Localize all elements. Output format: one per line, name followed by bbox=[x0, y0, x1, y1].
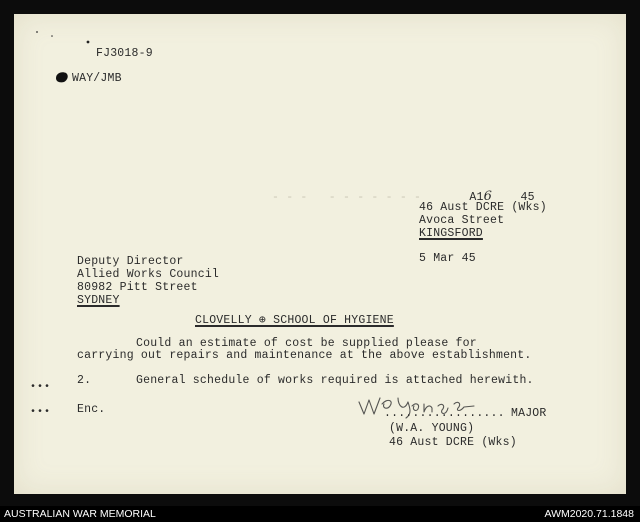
margin-bullet-1: ••• bbox=[30, 382, 52, 393]
ink-specks bbox=[32, 26, 92, 46]
footer-accession-number: AWM2020.71.1848 bbox=[544, 508, 634, 520]
signatory-rank: MAJOR bbox=[511, 407, 547, 420]
enclosure-label: Enc. bbox=[77, 403, 106, 416]
margin-bullet-2: ••• bbox=[30, 407, 52, 418]
paragraph-2-text: General schedule of works required is attached herewith. bbox=[136, 374, 534, 387]
paragraph-2-number: 2. bbox=[77, 374, 92, 387]
footer-institution: AUSTRALIAN WAR MEMORIAL bbox=[4, 508, 156, 520]
recipient-street: 80982 Pitt Street bbox=[77, 281, 198, 294]
recipient-city: SYDNEY bbox=[77, 294, 120, 307]
reference-prefix: A1 bbox=[469, 191, 484, 204]
show-through-marks: - - - - - - - - - - bbox=[272, 191, 422, 204]
reference-number-suffix: 45 bbox=[520, 191, 535, 204]
paragraph-1-line-1: Could an estimate of cost be supplied please for bbox=[136, 337, 477, 350]
recipient-organisation: Allied Works Council bbox=[77, 268, 220, 281]
sender-street: Avoca Street bbox=[419, 214, 505, 227]
reference-handwritten-digit: 6 bbox=[483, 189, 493, 204]
signatory-name: (W.A. YOUNG) bbox=[389, 422, 475, 435]
document-page bbox=[14, 14, 626, 494]
paragraph-1-line-2: carrying out repairs and maintenance at the above establishment. bbox=[77, 349, 532, 362]
ink-blot bbox=[54, 70, 70, 84]
signatory-unit: 46 Aust DCRE (Wks) bbox=[389, 436, 517, 449]
signature-dotted-line: ................. bbox=[384, 407, 505, 420]
archive-footer bbox=[0, 506, 640, 522]
file-reference: FJ3018-9 bbox=[96, 47, 153, 60]
letter-date: 5 Mar 45 bbox=[419, 252, 476, 265]
typist-initials: WAY/JMB bbox=[72, 72, 122, 85]
subject-heading: CLOVELLY ⊕ SCHOOL OF HYGIENE bbox=[195, 314, 394, 327]
recipient-title: Deputy Director bbox=[77, 255, 184, 268]
sender-unit: 46 Aust DCRE (Wks) bbox=[419, 201, 547, 214]
sender-suburb: KINGSFORD bbox=[419, 227, 483, 240]
